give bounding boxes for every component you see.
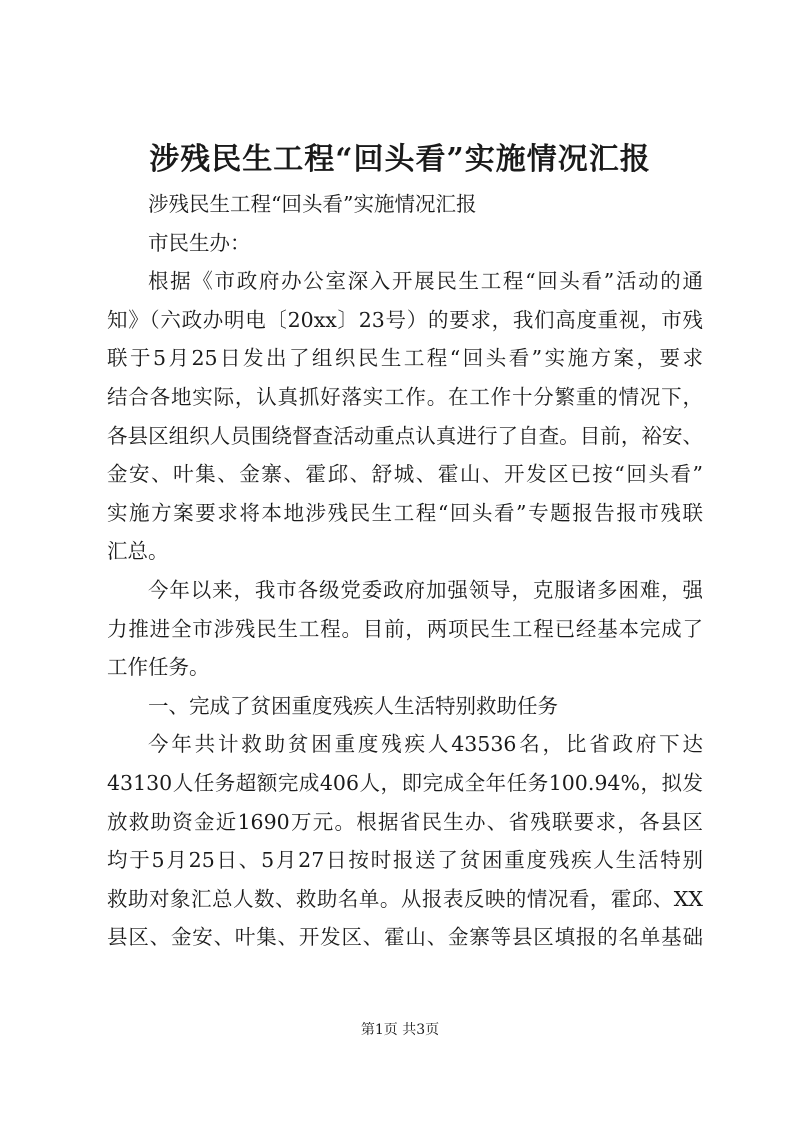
body-line: 结合各地实际，认真抓好落实工作。在工作十分繁重的情况下， xyxy=(107,384,703,409)
body-line: 今年共计救助贫困重度残疾人43536名，比省政府下达 xyxy=(148,732,703,757)
body-line: 联于5月25日发出了组织民生工程“回头看”实施方案，要求 xyxy=(107,346,703,371)
body-line: 各县区组织人员围绕督查活动重点认真进行了自查。目前，裕安、 xyxy=(107,423,703,448)
body-line: 救助对象汇总人数、救助名单。从报表反映的情况看，霍邱、XX xyxy=(107,886,703,911)
body-line: 汇总。 xyxy=(107,539,169,564)
body-line: 县区、金安、叶集、开发区、霍山、金寨等县区填报的名单基础 xyxy=(107,925,703,950)
body-line: 放救助资金近1690万元。根据省民生办、省残联要求，各县区 xyxy=(107,809,703,834)
body-line: 市民生办： xyxy=(148,230,251,255)
section-heading: 一、完成了贫困重度残疾人生活特别救助任务 xyxy=(148,693,558,718)
body-line: 金安、叶集、金寨、霍邱、舒城、霍山、开发区已按“回头看” xyxy=(107,462,703,487)
body-line: 均于5月25日、5月27日按时报送了贫困重度残疾人生活特别 xyxy=(107,848,703,873)
page-number-footer: 第1页 共3页 xyxy=(360,1022,440,1038)
body-line: 力推进全市涉残民生工程。目前，两项民生工程已经基本完成了 xyxy=(107,616,703,641)
body-line: 涉残民生工程“回头看”实施情况汇报 xyxy=(148,192,477,216)
body-line: 实施方案要求将本地涉残民生工程“回头看”专题报告报市残联 xyxy=(107,500,703,525)
document-title: 涉残民生工程“回头看”实施情况汇报 xyxy=(149,142,651,177)
document-body xyxy=(107,185,703,957)
body-line: 工作任务。 xyxy=(107,655,210,680)
body-line: 知》（六政办明电〔20xx〕23号）的要求，我们高度重视，市残 xyxy=(107,307,703,332)
body-line: 今年以来，我市各级党委政府加强领导，克服诸多困难，强 xyxy=(148,577,703,602)
body-line: 43130人任务超额完成406人，即完成全年任务100.94%，拟发 xyxy=(107,770,703,795)
body-line: 根据《市政府办公室深入开展民生工程“回头看”活动的通 xyxy=(148,269,703,294)
